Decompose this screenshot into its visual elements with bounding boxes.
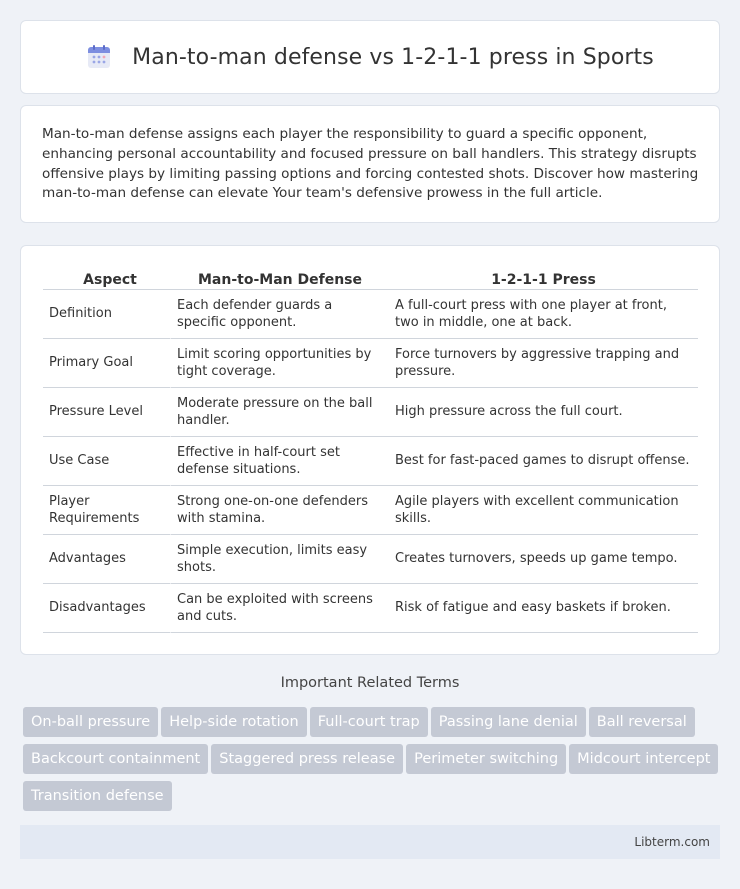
row-label: Pressure Level (43, 388, 171, 437)
related-terms-list (23, 707, 723, 818)
table-row (43, 486, 698, 535)
press-cell: Best for fast-paced games to disrupt offense. (389, 437, 698, 486)
press-cell: Creates turnovers, speeds up game tempo. (389, 535, 698, 584)
press-cell: Agile players with excellent communication skills. (389, 486, 698, 535)
press-cell: High pressure across the full court. (389, 388, 698, 437)
man-to-man-cell: Effective in half-court set defense situations. (171, 437, 389, 486)
column-header-aspect: Aspect (43, 266, 171, 290)
column-header-press: 1-2-1-1 Press (389, 266, 698, 290)
intro-card (20, 105, 720, 223)
row-label: Advantages (43, 535, 171, 584)
comparison-card (20, 245, 720, 655)
table-header-row (43, 266, 698, 290)
man-to-man-cell: Can be exploited with screens and cuts. (171, 584, 389, 633)
related-term-tag[interactable]: Help-side rotation (161, 707, 306, 737)
header-card (20, 20, 720, 94)
table-row (43, 339, 698, 388)
row-label: Use Case (43, 437, 171, 486)
calendar-icon (86, 44, 112, 70)
column-header-man-to-man: Man-to-Man Defense (171, 266, 389, 290)
man-to-man-cell: Strong one-on-one defenders with stamina. (171, 486, 389, 535)
related-term-tag[interactable]: Midcourt intercept (569, 744, 718, 774)
related-term-tag[interactable]: Passing lane denial (431, 707, 586, 737)
related-term-tag[interactable]: Ball reversal (589, 707, 695, 737)
footer (20, 825, 720, 859)
table-row (43, 535, 698, 584)
comparison-table (43, 266, 698, 633)
footer-site-link[interactable]: Libterm.com (634, 835, 710, 849)
related-term-tag[interactable]: On-ball pressure (23, 707, 158, 737)
man-to-man-cell: Moderate pressure on the ball handler. (171, 388, 389, 437)
row-label: Player Requirements (43, 486, 171, 535)
table-row (43, 388, 698, 437)
man-to-man-cell: Simple execution, limits easy shots. (171, 535, 389, 584)
related-term-tag[interactable]: Staggered press release (211, 744, 403, 774)
related-term-tag[interactable]: Full-court trap (310, 707, 428, 737)
row-label: Disadvantages (43, 584, 171, 633)
press-cell: A full-court press with one player at front, two in middle, one at back. (389, 290, 698, 339)
table-row (43, 584, 698, 633)
related-term-tag[interactable]: Transition defense (23, 781, 172, 811)
related-term-tag[interactable]: Perimeter switching (406, 744, 566, 774)
press-cell: Force turnovers by aggressive trapping and pressure. (389, 339, 698, 388)
press-cell: Risk of fatigue and easy baskets if broken. (389, 584, 698, 633)
page-title: Man-to-man defense vs 1-2-1-1 press in Sports (132, 44, 654, 70)
row-label: Primary Goal (43, 339, 171, 388)
intro-text: Man-to-man defense assigns each player the responsibility to guard a specific opponent, enhancing personal accountability and focused pressure on ball handlers. This strategy disrupts offensive plays by limiting passing options and forcing contested shots. Discover how mastering man-to-man defense can elevate Your team's defensive prowess in the full article. (42, 126, 699, 202)
man-to-man-cell: Each defender guards a specific opponent. (171, 290, 389, 339)
row-label: Definition (43, 290, 171, 339)
table-row (43, 290, 698, 339)
related-terms-title: Important Related Terms (280, 675, 460, 691)
related-term-tag[interactable]: Backcourt containment (23, 744, 208, 774)
man-to-man-cell: Limit scoring opportunities by tight coverage. (171, 339, 389, 388)
table-row (43, 437, 698, 486)
